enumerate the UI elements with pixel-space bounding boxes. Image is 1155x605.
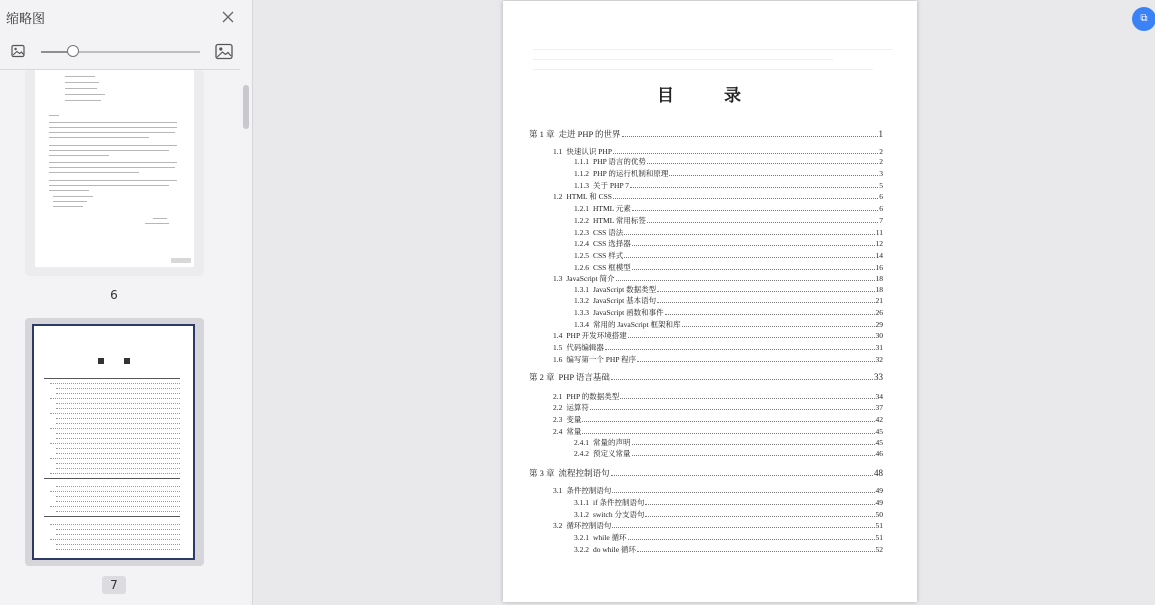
thumbnail-toc-line [50, 383, 180, 384]
toc-number: 3.2 [553, 521, 563, 530]
toc-page-number: 11 [875, 228, 883, 237]
toc-page-number: 3 [879, 169, 883, 178]
toc-title: while 循环 [593, 533, 627, 542]
toc-page-number: 18 [875, 285, 883, 294]
toc-leader [637, 551, 875, 552]
toc-number: 3.1 [553, 486, 563, 495]
toc-page-number: 18 [875, 274, 883, 283]
toc-number: 第 3 章 [529, 468, 555, 478]
toc-title: 常量的声明 [593, 438, 631, 447]
thumbnail-toc-line [56, 463, 180, 464]
toc-title: 常量 [566, 427, 582, 436]
thumbnail-toc-line [50, 491, 180, 492]
toc-title: 运算符 [566, 403, 589, 412]
toc-title: JavaScript 函数和事件 [593, 308, 664, 317]
toc-number: 第 1 章 [529, 129, 555, 139]
toc-page-number: 52 [875, 545, 883, 554]
toc-entry[interactable] [574, 168, 883, 179]
thumbnail-toc-line [56, 393, 180, 394]
thumbnail-toc-line [56, 501, 180, 502]
toc-page-number: 42 [875, 415, 883, 424]
toc-leader [647, 163, 878, 164]
toc-page-number: 29 [875, 320, 883, 329]
toc-page-number: 12 [875, 239, 883, 248]
toc-leader [582, 421, 874, 422]
page-title: 目 录 [657, 86, 763, 106]
toc-entry[interactable] [574, 544, 883, 555]
toc-page-number: 6 [879, 204, 883, 213]
toc-number: 1.4 [553, 331, 563, 340]
toc-number: 2.4.2 [574, 449, 589, 458]
bleed-through-line [533, 69, 873, 70]
toc-number: 2.1 [553, 392, 563, 401]
toc-number: 1.6 [553, 355, 563, 364]
toc-leader [612, 492, 874, 493]
toc-page-number: 51 [875, 533, 883, 542]
toc-page-number: 34 [875, 392, 883, 401]
toc-chapter[interactable] [529, 467, 883, 479]
toc-number: 1.2.2 [574, 216, 589, 225]
thumbnail-text-line [49, 115, 59, 116]
toc-entry[interactable] [574, 497, 883, 508]
toc-entry[interactable] [574, 238, 883, 249]
toc-entry[interactable] [553, 485, 883, 496]
thumbnail-image [34, 326, 193, 558]
toc-number: 1.3.1 [574, 285, 589, 294]
toc-page-number: 45 [875, 438, 883, 447]
toc-title: 关于 PHP 7 [593, 181, 629, 190]
toc-number: 1.5 [553, 343, 563, 352]
toc-leader [616, 280, 875, 281]
toc-title: do while 循环 [593, 545, 636, 554]
thumbnail-text-line [65, 94, 105, 95]
toc-title: CSS 语法 [593, 228, 624, 237]
toc-leader [622, 136, 878, 137]
toc-title: HTML 元素 [593, 204, 631, 213]
toc-title: 流程控制语句 [558, 468, 610, 478]
toc-page-number: 46 [875, 449, 883, 458]
toc-page-number: 1 [878, 129, 883, 139]
toc-title: 代码编辑器 [566, 343, 604, 352]
toc-page-number: 49 [875, 498, 883, 507]
toc-number: 1.2.6 [574, 263, 589, 272]
toc-leader [611, 379, 873, 380]
toc-leader [632, 455, 875, 456]
thumbnail-text-line [53, 196, 93, 197]
toc-number: 1.3.3 [574, 308, 589, 317]
toc-entry[interactable] [553, 520, 883, 531]
thumbnail-page-6[interactable] [25, 70, 204, 276]
thumbnail-toc-line [50, 473, 180, 474]
toc-number: 第 2 章 [529, 372, 555, 382]
toc-entry[interactable] [574, 227, 883, 238]
toc-leader [613, 153, 878, 154]
toc-number: 1.1.2 [574, 169, 589, 178]
toc-title: PHP 的数据类型 [566, 392, 620, 401]
thumbnail-text-line [65, 100, 101, 101]
toc-number: 2.4.1 [574, 438, 589, 447]
thumbnail-text-line [49, 150, 169, 151]
thumbnail-text-line [145, 223, 169, 224]
toc-number: 3.2.1 [574, 533, 589, 542]
toc-leader [657, 302, 874, 303]
toc-entry[interactable] [574, 250, 883, 261]
toc-number: 1.1.3 [574, 181, 589, 190]
thumbnail-toc-line [56, 408, 180, 409]
toc-leader [645, 516, 874, 517]
thumbnail-text-line [49, 180, 177, 181]
thumbnail-toc-line [56, 486, 180, 487]
toc-entry[interactable] [574, 295, 883, 306]
toc-chapter[interactable] [529, 371, 883, 383]
toc-leader [632, 245, 875, 246]
thumbnail-text-line [49, 172, 139, 173]
toc-leader [628, 337, 875, 338]
toc-number: 1.2.3 [574, 228, 589, 237]
thumbnail-text-line [153, 218, 167, 219]
toc-page-number: 37 [875, 403, 883, 412]
toc-leader [632, 210, 878, 211]
document-page [503, 1, 917, 602]
toc-title: HTML 常用标签 [593, 216, 646, 225]
thumbnail-text-line [65, 88, 97, 89]
thumbnail-page-title [98, 358, 130, 364]
toc-number: 1.3 [553, 274, 563, 283]
toc-page-number: 7 [879, 216, 883, 225]
toc-page-number: 5 [879, 181, 883, 190]
thumbnail-text-line [49, 132, 175, 133]
thumbnail-text-line [49, 167, 175, 168]
toc-title: 循环控制语句 [566, 521, 612, 530]
toc-page-number: 2 [879, 147, 883, 156]
toc-entry[interactable] [553, 342, 883, 353]
toc-entry[interactable] [574, 284, 883, 295]
toc-title: switch 分支语句 [593, 510, 645, 519]
toc-leader [624, 234, 875, 235]
thumbnail-zoom-control [0, 40, 252, 64]
assistant-icon[interactable]: ⧉ [1132, 7, 1155, 31]
toc-title: PHP 开发环境搭建 [566, 331, 627, 340]
thumbnail-text-line [65, 76, 95, 77]
toc-leader [682, 326, 875, 327]
bleed-through-line [533, 49, 893, 50]
thumbnail-text-line [49, 137, 149, 138]
toc-leader [632, 444, 875, 445]
thumbnail-toc-line [44, 478, 180, 479]
toc-chapter[interactable] [529, 128, 883, 140]
thumbnail-page-number: 7 [102, 576, 126, 594]
sidebar-title: 缩略图 [6, 12, 46, 27]
toc-leader [632, 269, 875, 270]
thumbnail-toc-line [44, 378, 180, 379]
toc-page-number: 26 [875, 308, 883, 317]
thumbnail-toc-line [50, 539, 180, 540]
thumbnail-toc-line [56, 438, 180, 439]
toc-page-number: 50 [875, 510, 883, 519]
toc-entry[interactable] [574, 532, 883, 543]
small-image-icon[interactable] [11, 44, 25, 58]
thumbnail-text-line [53, 201, 87, 202]
thumbnail-page-number: 6 [110, 288, 118, 302]
thumbnail-text-line [53, 206, 83, 207]
toc-leader [637, 361, 874, 362]
toc-leader [611, 475, 873, 476]
toc-title: 预定义常量 [593, 449, 631, 458]
toc-page-number: 51 [875, 521, 883, 530]
toc-title: PHP 的运行机制和原理 [593, 169, 669, 178]
toc-leader [590, 409, 875, 410]
large-image-icon[interactable] [215, 43, 233, 60]
toc-title: JavaScript 数据类型 [593, 285, 657, 294]
toc-number: 1.2 [553, 192, 563, 201]
toc-page-number: 21 [875, 296, 883, 305]
toc-leader [624, 257, 874, 258]
toc-page-number: 48 [874, 468, 883, 478]
toc-leader [657, 291, 874, 292]
thumbnail-toc-line [56, 448, 180, 449]
toc-entry[interactable] [574, 203, 883, 214]
toc-title: 快速认识 PHP [566, 147, 613, 156]
thumbnail-toc-line [56, 433, 180, 434]
toc-title: 编写第一个 PHP 程序 [566, 355, 637, 364]
thumbnail-toc-line [56, 549, 180, 550]
thumbnail-text-line [49, 162, 177, 163]
toc-page-number: 31 [875, 343, 883, 352]
toc-leader [612, 527, 874, 528]
toc-entry[interactable] [553, 273, 883, 284]
toc-entry[interactable] [574, 180, 883, 191]
thumbnail-text-line [49, 122, 177, 123]
toc-title: HTML 和 CSS [566, 192, 612, 201]
toc-title: if 条件控制语句 [593, 498, 645, 507]
toc-title: 变量 [566, 415, 582, 424]
thumbnail-toc-line [50, 443, 180, 444]
toc-title: PHP 语言的优势 [593, 157, 646, 166]
toc-page-number: 14 [875, 251, 883, 260]
toc-number: 2.4 [553, 427, 563, 436]
thumbnail-toc-line [56, 468, 180, 469]
thumbnail-text-line [49, 155, 109, 156]
toc-entry[interactable] [553, 426, 883, 437]
toc-entry[interactable] [574, 437, 883, 448]
toc-page-number: 32 [875, 355, 883, 364]
toc-number: 1.1 [553, 147, 563, 156]
thumbnail-text-line [49, 127, 177, 128]
thumbnail-toc-line [56, 544, 180, 545]
toc-page-number: 49 [875, 486, 883, 495]
close-icon[interactable] [220, 9, 236, 25]
thumbnail-toc-line [56, 453, 180, 454]
thumbnail-sidebar [0, 0, 253, 605]
toc-leader [665, 314, 875, 315]
thumbnail-toc-line [50, 398, 180, 399]
thumbnail-toc-line [50, 524, 180, 525]
toc-title: JavaScript 基本语句 [593, 296, 657, 305]
toc-title: CSS 框模型 [593, 263, 631, 272]
bleed-through-line [533, 59, 833, 60]
toc-entry[interactable] [574, 319, 883, 330]
thumbnail-image [35, 70, 194, 267]
toc-title: PHP 语言基础 [558, 372, 610, 382]
thumbnail-toc-line [50, 413, 180, 414]
toc-title: CSS 样式 [593, 251, 624, 260]
toc-number: 2.2 [553, 403, 563, 412]
toc-leader [620, 398, 874, 399]
thumbnail-toc-line [56, 511, 180, 512]
thumbnail-toc-line [50, 428, 180, 429]
toc-leader [613, 198, 878, 199]
thumbnail-toc-line [56, 418, 180, 419]
toc-title: JavaScript 简介 [566, 274, 615, 283]
toc-page-number: 16 [875, 263, 883, 272]
toc-entry[interactable] [553, 391, 883, 402]
sidebar-scrollbar[interactable] [243, 85, 249, 129]
thumbnail-text-line [49, 190, 89, 191]
toc-entry[interactable] [574, 262, 883, 273]
toc-number: 2.3 [553, 415, 563, 424]
toc-page-number: 2 [879, 157, 883, 166]
thumbnail-toc-line [44, 516, 180, 517]
thumbnail-text-line [65, 82, 99, 83]
thumbnail-toc-line [56, 534, 180, 535]
toc-number: 1.3.2 [574, 296, 589, 305]
toc-leader [630, 187, 878, 188]
toc-entry[interactable] [553, 402, 883, 413]
toc-leader [582, 433, 874, 434]
toc-title: 走进 PHP 的世界 [558, 129, 621, 139]
toc-entry[interactable] [553, 330, 883, 341]
toc-entry[interactable] [553, 414, 883, 425]
toc-page-number: 30 [875, 331, 883, 340]
toc-number: 1.3.4 [574, 320, 589, 329]
toc-leader [628, 539, 875, 540]
thumbnail-toc-line [56, 529, 180, 530]
toc-entry[interactable] [574, 215, 883, 226]
toc-entry[interactable] [574, 307, 883, 318]
thumbnail-toc-line [50, 458, 180, 459]
toc-page-number: 33 [874, 372, 883, 382]
thumbnail-toc-line [56, 496, 180, 497]
toc-entry[interactable] [574, 509, 883, 520]
thumbnail-footer-mark [171, 258, 191, 263]
toc-leader [645, 504, 874, 505]
toc-number: 3.2.2 [574, 545, 589, 554]
toc-number: 1.2.4 [574, 239, 589, 248]
toc-leader [605, 349, 875, 350]
thumbnail-toc-line [56, 403, 180, 404]
toc-page-number: 6 [879, 192, 883, 201]
toc-title: 常用的 JavaScript 框架和库 [593, 320, 681, 329]
thumbnail-toc-line [56, 423, 180, 424]
toc-number: 3.1.1 [574, 498, 589, 507]
toc-number: 1.2.1 [574, 204, 589, 213]
toc-entry[interactable] [553, 354, 883, 365]
thumbnail-text-line [49, 145, 177, 146]
toc-number: 1.2.5 [574, 251, 589, 260]
toc-entry[interactable] [574, 448, 883, 459]
thumbnail-page-7-selected[interactable] [25, 318, 204, 566]
toc-entry[interactable] [553, 191, 883, 202]
thumbnail-toc-line [56, 388, 180, 389]
toc-leader [647, 222, 878, 223]
thumbnail-text-line [49, 185, 169, 186]
toc-number: 3.1.2 [574, 510, 589, 519]
toc-number: 1.1.1 [574, 157, 589, 166]
toc-page-number: 45 [875, 427, 883, 436]
zoom-slider-handle[interactable] [67, 45, 79, 57]
toc-leader [669, 175, 878, 176]
toc-title: 条件控制语句 [566, 486, 612, 495]
toc-title: CSS 选择器 [593, 239, 631, 248]
thumbnail-toc-line [50, 506, 180, 507]
toc-entry[interactable] [574, 156, 883, 167]
